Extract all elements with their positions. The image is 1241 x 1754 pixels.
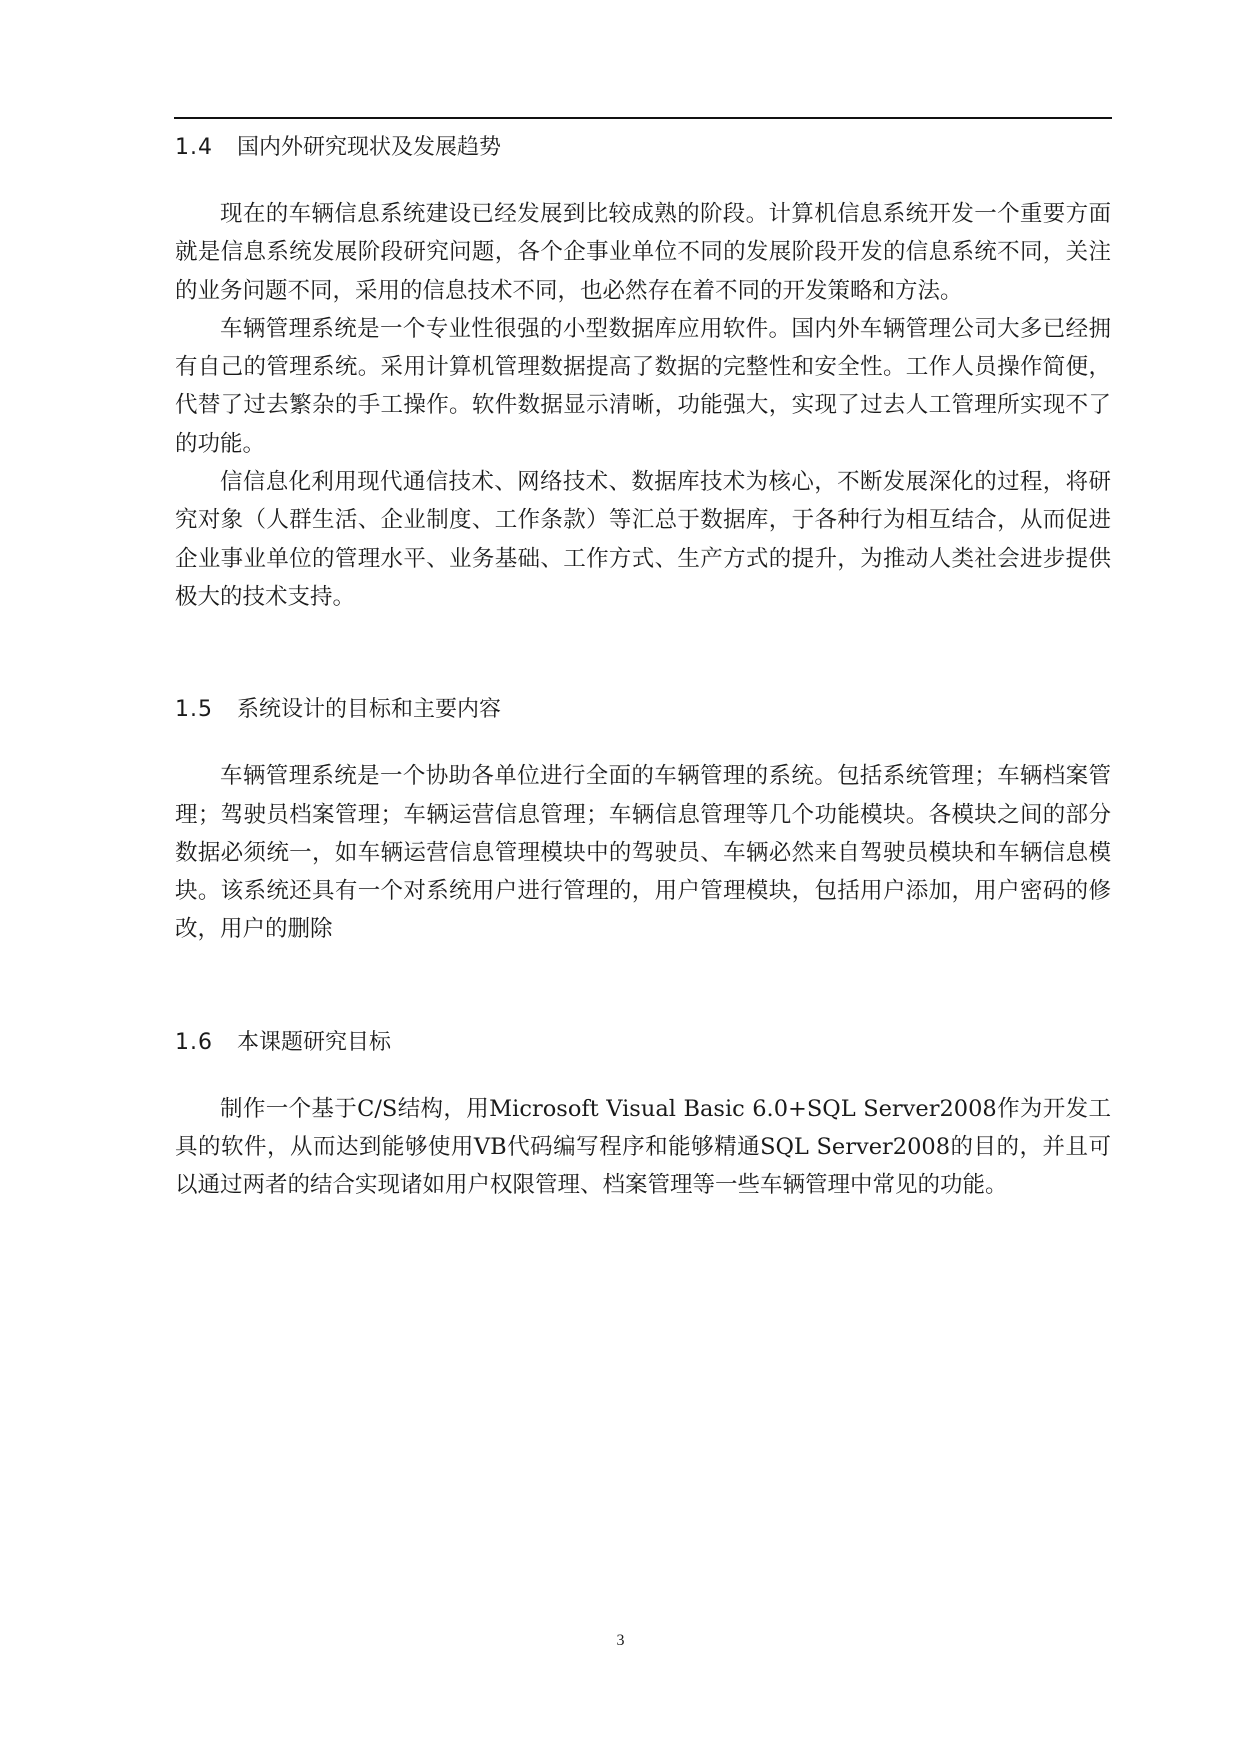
page-content (175, 124, 1111, 1205)
section-heading (175, 686, 1111, 734)
section-heading (175, 124, 1111, 172)
section-heading (175, 1019, 1111, 1067)
section-title: 国内外研究现状及发展趋势 (237, 135, 502, 160)
section-1-5 (175, 686, 1111, 948)
section-number: 1.5 (175, 697, 213, 723)
section-number: 1.6 (175, 1029, 213, 1055)
section-1-4 (175, 124, 1111, 616)
section-number: 1.4 (175, 135, 213, 160)
paragraph: 信信息化利用现代通信技术、网络技术、数据库技术为核心，不断发展深化的过程，将研究对象（人群生活、企业制度、工作条款）等汇总于数据库，于各种行为相互结合，从而促进企业事业单位的管理水平、业务基础、工作方式、生产方式的提升，为推动人类社会进步提供极大的技术支持。 (175, 469, 1111, 610)
section-title: 系统设计的目标和主要内容 (237, 697, 502, 723)
header-rule (174, 117, 1112, 119)
page-number: 3 (616, 1632, 625, 1649)
paragraph: 现在的车辆信息系统建设已经发展到比较成熟的阶段。计算机信息系统开发一个重要方面就是信息系统发展阶段研究问题，各个企事业单位不同的发展阶段开发的信息系统不同，关注的业务问题不同，采用的信息技术不同，也必然存在着不同的开发策略和方法。 (175, 201, 1111, 304)
paragraph: 车辆管理系统是一个协助各单位进行全面的车辆管理的系统。包括系统管理；车辆档案管理；驾驶员档案管理；车辆运营信息管理；车辆信息管理等几个功能模块。各模块之间的部分数据必须统一，如车辆运营信息管理模块中的驾驶员、车辆必然来自驾驶员模块和车辆信息模块。该系统还具有一个对系统用户进行管理的，用户管理模块，包括用户添加，用户密码的修改，用户的删除 (175, 763, 1111, 943)
section-title: 本课题研究目标 (237, 1029, 392, 1055)
paragraph: 车辆管理系统是一个专业性很强的小型数据库应用软件。国内外车辆管理公司大多已经拥有自己的管理系统。采用计算机管理数据提高了数据的完整性和安全性。工作人员操作简便，代替了过去繁杂的手工操作。软件数据显示清晰，功能强大，实现了过去人工管理所实现不了的功能。 (175, 315, 1111, 457)
section-1-6 (175, 1019, 1111, 1205)
paragraph: 制作一个基于C/S结构，用Microsoft Visual Basic 6.0+SQL Server2008作为开发工具的软件，从而达到能够使用VB代码编写程序和能够精通SQL Server2008的目的，并且可以通过两者的结合实现诸如用户权限管理、档案管理等一些车辆管理中常见的功能。 (175, 1095, 1111, 1199)
